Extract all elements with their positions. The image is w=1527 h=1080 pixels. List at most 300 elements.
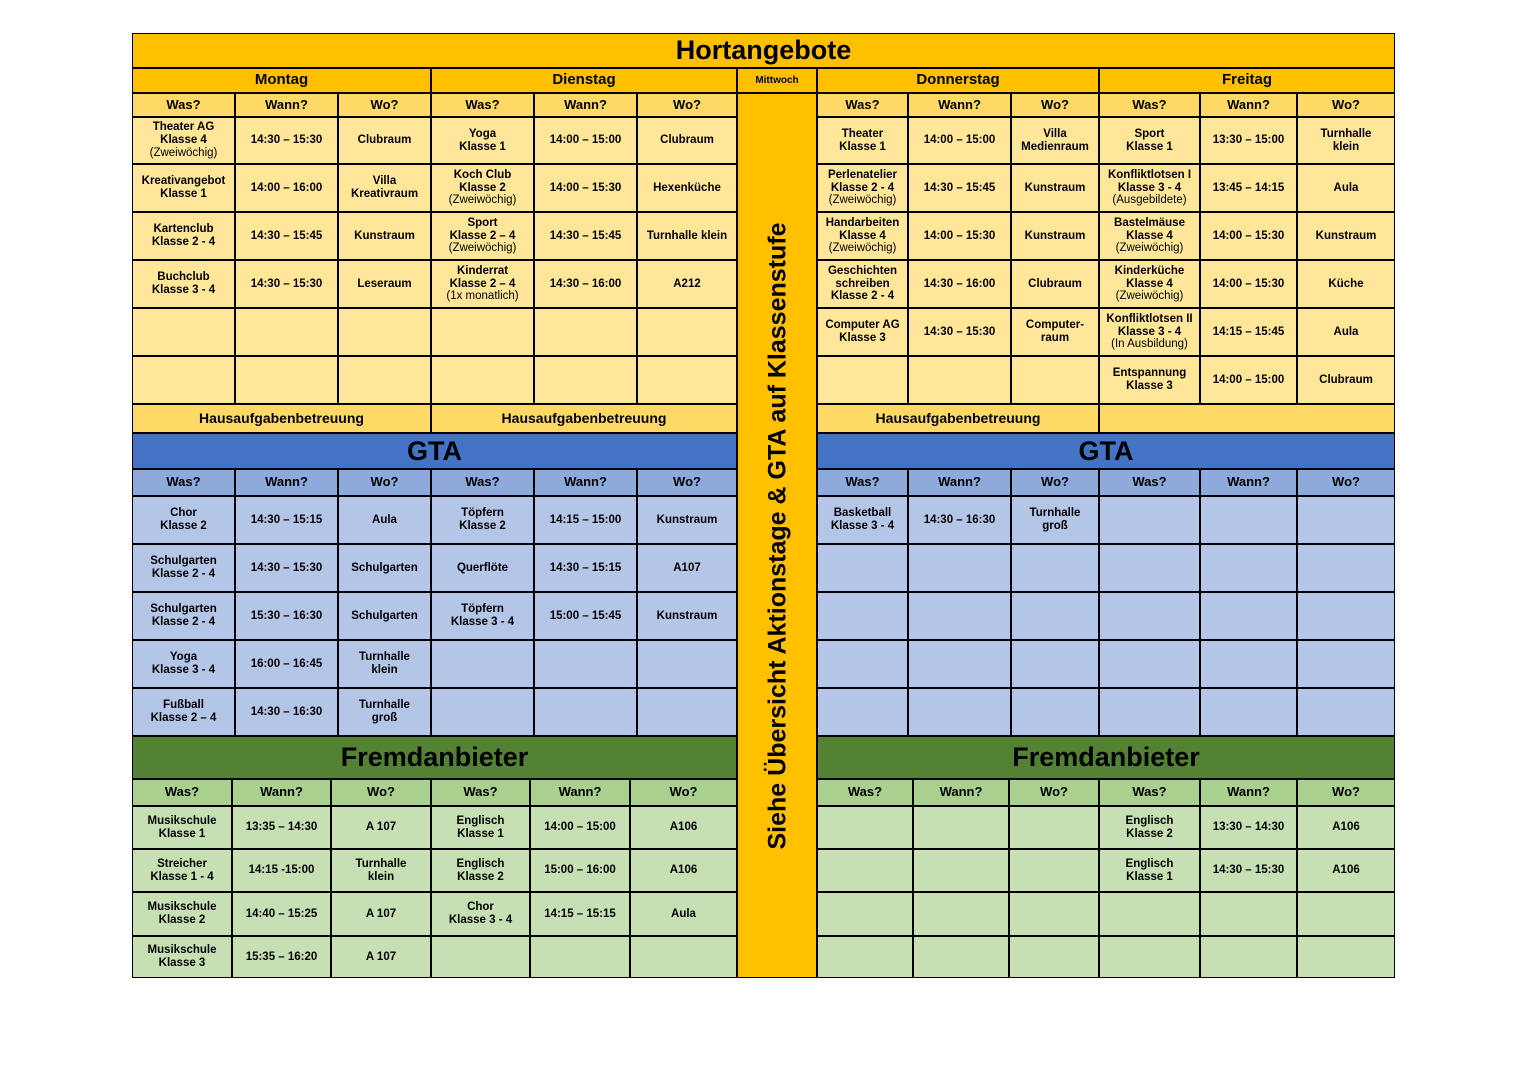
cell-text <box>1328 278 1363 291</box>
activity-name: schreiben <box>835 277 890 290</box>
cell-text <box>1319 374 1373 387</box>
activity-name: Klasse 1 <box>457 827 504 840</box>
hort-wo-cell <box>338 260 431 308</box>
gta-wo-cell <box>637 496 737 544</box>
gta-wann-cell <box>534 688 637 736</box>
gta-was-cell <box>817 592 908 640</box>
hort-col-header <box>1099 93 1200 117</box>
col-header-label: Was? <box>845 474 880 490</box>
cell-text <box>366 951 396 964</box>
time-range: 14:00 – 15:30 <box>549 181 622 194</box>
fremd-title-right <box>817 736 1395 779</box>
gta-was-cell <box>1099 688 1200 736</box>
time-range: 14:00 – 16:00 <box>250 181 323 194</box>
cell-text <box>670 821 698 834</box>
cell-text <box>457 562 508 575</box>
day-label: Montag <box>254 71 309 89</box>
col-header-label: Wann? <box>564 474 607 490</box>
gta-was-cell <box>132 688 235 736</box>
fremd-was-cell <box>431 936 530 978</box>
cell-text <box>1334 326 1359 339</box>
cell-text <box>826 217 900 256</box>
gta-was-cell <box>1099 544 1200 592</box>
fremd-wo-cell <box>630 936 737 978</box>
activity-name: Musikschule <box>147 814 217 827</box>
time-range: 15:00 – 15:45 <box>549 609 622 622</box>
fremd-col-header <box>331 779 431 806</box>
cell-text <box>152 271 215 297</box>
fremd-wo-cell <box>1297 892 1395 936</box>
gta-wo-cell <box>1297 544 1395 592</box>
fremd-col-header <box>530 779 630 806</box>
gta-wo-cell <box>1297 592 1395 640</box>
hort-col-header <box>908 93 1011 117</box>
time-range: 14:30 – 15:15 <box>549 561 622 574</box>
activity-name: Sport <box>1134 127 1165 140</box>
cell-text <box>1025 230 1086 243</box>
gta-wann-cell <box>908 592 1011 640</box>
time-range: 14:00 – 15:30 <box>923 229 996 242</box>
activity-name: Klasse 2 - 4 <box>830 290 895 303</box>
fremd-wann-cell <box>530 892 630 936</box>
cell-text <box>359 699 410 725</box>
gta-title-right <box>817 433 1395 469</box>
activity-note: (Zweiwöchig) <box>448 242 517 255</box>
hort-wann-cell <box>235 356 338 404</box>
hort-wann-cell <box>908 308 1011 356</box>
fremd-wann-cell <box>1200 806 1297 849</box>
time-range: 14:15 -15:00 <box>248 864 315 877</box>
hort-wann-cell <box>1200 212 1297 260</box>
hort-wann-cell <box>908 356 1011 404</box>
hort-wo-cell <box>637 308 737 356</box>
activity-name: Klasse 1 <box>158 827 206 840</box>
activity-name: Theater <box>841 127 884 140</box>
activity-name: Klasse 4 <box>1126 277 1173 290</box>
activity-name: Computer AG <box>825 319 900 332</box>
col-header-label: Was? <box>1132 784 1167 800</box>
gta-wann-cell <box>908 496 1011 544</box>
fremd-was-cell <box>1099 849 1200 892</box>
col-header-label: Was? <box>463 784 498 800</box>
hort-wann-cell <box>908 117 1011 164</box>
time-range: 14:00 – 15:00 <box>549 134 622 147</box>
gta-wo-cell <box>637 688 737 736</box>
fremd-was-cell <box>1099 936 1200 978</box>
col-header-label: Wo? <box>370 96 399 112</box>
cell-text <box>147 815 216 841</box>
hort-wann-cell <box>1200 117 1297 164</box>
fremd-col-header <box>1297 779 1395 806</box>
room-name: A212 <box>673 277 701 290</box>
time-range: 14:00 – 15:00 <box>923 134 996 147</box>
hort-wann-cell <box>534 164 637 212</box>
cell-text <box>1115 265 1185 304</box>
homework-label: Hausaufgabenbetreuung <box>199 409 364 426</box>
time-range: 14:30 – 15:30 <box>250 561 323 574</box>
cell-text <box>457 858 505 884</box>
activity-name: Kinderrat <box>456 264 509 277</box>
activity-name: Fußball <box>163 699 204 712</box>
time-range: 15:00 – 16:00 <box>544 864 616 877</box>
homework-donnerstag <box>817 404 1099 433</box>
time-range: 14:00 – 15:30 <box>1212 277 1285 290</box>
activity-name: Klasse 2 <box>160 520 207 532</box>
cell-text <box>351 175 418 201</box>
room-name: Kunstraum <box>354 229 415 242</box>
cell-text <box>1106 313 1192 352</box>
cell-text <box>449 217 517 256</box>
fremd-was-cell <box>132 806 232 849</box>
col-header-label: Wann? <box>938 96 981 112</box>
hort-wann-cell <box>235 164 338 212</box>
activity-name: Klasse 3 <box>1126 380 1173 392</box>
gta-wann-cell <box>235 688 338 736</box>
gta-wann-cell <box>235 640 338 688</box>
fremd-col-header <box>817 779 913 806</box>
time-range: 14:15 – 15:00 <box>549 513 622 526</box>
hort-wo-cell <box>1011 117 1099 164</box>
room-name: Schulgarten <box>351 561 418 574</box>
activity-note: (Zweiwöchig) <box>828 242 897 255</box>
activity-name: Klasse 4 <box>160 134 207 147</box>
fremd-wo-cell <box>1009 849 1099 892</box>
col-header-label: Wann? <box>1227 96 1270 112</box>
gta-wo-cell <box>637 592 737 640</box>
gta-wann-cell <box>534 640 637 688</box>
hort-wo-cell <box>637 164 737 212</box>
activity-name: Streicher <box>157 857 207 870</box>
fremd-wann-cell <box>232 806 331 849</box>
gta-col-header <box>132 469 235 496</box>
col-header-label: Wann? <box>564 96 607 112</box>
cell-text <box>449 901 512 927</box>
room-name: A106 <box>1332 821 1360 834</box>
gta-wann-cell <box>1200 544 1297 592</box>
hort-wo-cell <box>637 212 737 260</box>
hort-wann-cell <box>908 212 1011 260</box>
activity-name: Töpfern <box>461 603 504 616</box>
hort-wann-cell <box>908 164 1011 212</box>
page-title <box>132 33 1395 68</box>
cell-text <box>1332 821 1360 834</box>
day-header-freitag <box>1099 68 1395 93</box>
gta-was-cell <box>431 640 534 688</box>
fremd-title-left <box>132 736 737 779</box>
activity-note: (Ausgebildete) <box>1112 194 1187 207</box>
gta-was-cell <box>431 496 534 544</box>
room-name: Kreativraum <box>350 188 419 200</box>
activity-name: Entspannung <box>1112 367 1187 380</box>
fremd-wann-cell <box>913 849 1009 892</box>
time-range: 14:30 – 16:30 <box>923 513 996 526</box>
hort-wann-cell <box>534 212 637 260</box>
time-range: 15:35 – 16:20 <box>245 950 318 963</box>
gta-col-header <box>817 469 908 496</box>
activity-name: Klasse 4 <box>1126 229 1173 242</box>
cell-text <box>451 603 514 629</box>
gta-wann-cell <box>908 544 1011 592</box>
col-header-label: Wo? <box>1041 474 1069 490</box>
gta-wann-cell <box>534 496 637 544</box>
hort-was-cell <box>1099 356 1200 404</box>
room-name: Computer- <box>1025 319 1085 332</box>
activity-note: (Zweiwöchig) <box>448 194 517 207</box>
fremd-col-header <box>232 779 331 806</box>
cell-text <box>1021 128 1089 154</box>
hort-was-cell <box>132 308 235 356</box>
activity-name: Schulgarten <box>150 555 217 568</box>
cell-text <box>673 562 701 575</box>
gta-was-cell <box>1099 496 1200 544</box>
fremd-wo-cell <box>1009 892 1099 936</box>
cell-text <box>670 864 698 877</box>
col-header-label: Was? <box>847 784 883 800</box>
cell-text <box>1114 217 1185 256</box>
day-label: Freitag <box>1221 71 1272 89</box>
hort-was-cell <box>431 260 534 308</box>
room-name: Kunstraum <box>1315 229 1377 242</box>
fremd-col-header <box>132 779 232 806</box>
gta-was-cell <box>431 544 534 592</box>
cell-text <box>150 121 218 160</box>
activity-name: Klasse 3 - 4 <box>1117 181 1182 194</box>
gta-wo-cell <box>1297 688 1395 736</box>
time-range: 14:00 – 15:30 <box>1212 229 1285 242</box>
cell-text <box>657 610 718 623</box>
day-header-donnerstag <box>817 68 1099 93</box>
gta-wo-cell <box>637 640 737 688</box>
room-name: A 107 <box>365 821 397 834</box>
time-range: 14:00 – 15:00 <box>1212 373 1285 386</box>
hort-wo-cell <box>1297 308 1395 356</box>
room-name: Clubraum <box>1028 277 1082 290</box>
cell-text <box>151 699 217 725</box>
gta-wo-cell <box>1297 496 1395 544</box>
activity-name: Theater AG <box>152 121 215 134</box>
hort-was-cell <box>1099 260 1200 308</box>
time-range: 14:30 – 15:45 <box>923 181 996 194</box>
hort-col-header <box>1200 93 1297 117</box>
room-name: A 107 <box>365 950 397 963</box>
col-header-label: Wann? <box>939 784 983 800</box>
col-header-label: Wann? <box>260 784 303 800</box>
cell-text <box>673 278 701 291</box>
col-header-label: Wann? <box>265 474 308 490</box>
room-name: Leseraum <box>357 277 412 290</box>
hort-wo-cell <box>637 117 737 164</box>
cell-text <box>446 265 518 304</box>
room-name: A107 <box>673 561 701 574</box>
fremd-col-header <box>630 779 737 806</box>
fremd-col-header <box>1099 779 1200 806</box>
fremd-wann-cell <box>232 849 331 892</box>
activity-name: Klasse 2 <box>1126 827 1173 840</box>
activity-name: Basketball <box>833 507 892 520</box>
activity-name: Klasse 2 <box>158 914 206 926</box>
hort-wann-cell <box>235 117 338 164</box>
cell-text <box>828 169 897 208</box>
gta-was-cell <box>132 640 235 688</box>
time-range: 14:30 – 16:30 <box>250 705 323 718</box>
activity-name: Sport <box>467 216 498 229</box>
day-label: Mittwoch <box>755 74 799 86</box>
activity-name: Koch Club <box>453 168 512 181</box>
time-range: 14:30 – 15:30 <box>250 134 323 147</box>
hort-wo-cell <box>1297 212 1395 260</box>
room-name: Kunstraum <box>1024 229 1086 242</box>
activity-name: Klasse 2 – 4 <box>449 277 516 290</box>
room-name: Turnhalle <box>1320 127 1372 140</box>
activity-name: Musikschule <box>147 944 217 957</box>
room-name: Aula <box>372 513 397 526</box>
homework-label: Hausaufgabenbetreuung <box>875 409 1041 426</box>
cell-text <box>1113 367 1186 393</box>
col-header-label: Wo? <box>669 784 698 800</box>
fremd-was-cell <box>817 936 913 978</box>
activity-note: (1x monatlich) <box>446 290 519 303</box>
time-range: 14:15 – 15:15 <box>544 907 616 920</box>
room-name: Hexenküche <box>653 181 721 194</box>
gta-wo-cell <box>637 544 737 592</box>
gta-wann-cell <box>235 544 338 592</box>
col-header-label: Was? <box>465 474 500 490</box>
activity-name: Konfliktlotsen II <box>1106 312 1193 325</box>
cell-text <box>839 128 886 154</box>
gta-was-cell <box>431 592 534 640</box>
activity-note: (Zweiwöchig) <box>1115 242 1184 255</box>
fremd-was-cell <box>431 849 530 892</box>
activity-name: Klasse 1 <box>1126 870 1173 883</box>
room-name: Turnhalle <box>1029 507 1081 520</box>
cell-text <box>1108 169 1191 208</box>
cell-text <box>150 858 213 884</box>
activity-name: Querflöte <box>456 561 509 574</box>
col-header-label: Was? <box>465 96 500 112</box>
room-name: Küche <box>1328 277 1364 290</box>
gta-was-cell <box>817 640 908 688</box>
col-header-label: Was? <box>1132 474 1167 490</box>
fremd-wann-cell <box>232 936 331 978</box>
col-header-label: Wo? <box>370 474 399 490</box>
col-header-label: Wo? <box>367 784 395 800</box>
gta-col-header <box>235 469 338 496</box>
cell-text <box>459 128 506 154</box>
fremd-was-cell <box>431 892 530 936</box>
room-name: Medienraum <box>1021 140 1089 153</box>
cell-text <box>671 908 696 921</box>
fremd-wo-cell <box>331 849 431 892</box>
hort-wo-cell <box>338 117 431 164</box>
hort-was-cell <box>817 117 908 164</box>
hort-col-header <box>1297 93 1395 117</box>
hort-wann-cell <box>235 212 338 260</box>
activity-name: Schulgarten <box>150 603 217 616</box>
fremd-wo-cell <box>331 892 431 936</box>
hort-wo-cell <box>338 356 431 404</box>
col-header-label: Was? <box>164 784 200 800</box>
hort-was-cell <box>132 212 235 260</box>
room-name: Kunstraum <box>656 609 718 622</box>
col-header-label: Was? <box>166 96 201 112</box>
hort-was-cell <box>431 308 534 356</box>
activity-name: Englisch <box>456 857 505 870</box>
activity-name: Kartenclub <box>153 223 214 236</box>
activity-name: Klasse 3 <box>158 957 206 969</box>
activity-name: Klasse 3 - 4 <box>1117 325 1182 338</box>
gta-wann-cell <box>1200 496 1297 544</box>
hort-wo-cell <box>637 260 737 308</box>
room-name: A106 <box>1332 864 1360 877</box>
room-name: A106 <box>669 821 698 834</box>
time-range: 14:30 – 15:15 <box>250 513 323 526</box>
hort-col-header <box>1011 93 1099 117</box>
fremd-col-header <box>1009 779 1099 806</box>
activity-name: Klasse 1 - 4 <box>150 870 214 883</box>
gta-wann-cell <box>1200 688 1297 736</box>
hort-col-header <box>235 93 338 117</box>
hort-wann-cell <box>1200 260 1297 308</box>
gta-col-header <box>338 469 431 496</box>
day-header-dienstag <box>431 68 737 93</box>
room-name: Kunstraum <box>1024 181 1086 194</box>
time-range: 14:30 – 15:45 <box>250 229 323 242</box>
hort-was-cell <box>132 260 235 308</box>
col-header-label: Wo? <box>673 96 701 112</box>
title-text: Hortangebote <box>675 35 852 66</box>
cell-text <box>150 603 216 629</box>
col-header-label: Wo? <box>1332 784 1360 800</box>
activity-name: Klasse 2 - 4 <box>151 568 216 580</box>
cell-text <box>653 182 721 195</box>
cell-text <box>142 175 226 201</box>
cell-text <box>1332 864 1360 877</box>
activity-name: Klasse 3 - 4 <box>151 664 216 676</box>
hort-wo-cell <box>1297 164 1395 212</box>
cell-text <box>457 815 505 841</box>
room-name: Turnhalle <box>359 699 410 712</box>
hort-was-cell <box>817 164 908 212</box>
fremd-title: Fremdanbieter <box>340 742 529 773</box>
activity-name: Töpfern <box>461 507 504 520</box>
col-header-label: Wann? <box>265 96 308 112</box>
gta-wo-cell <box>338 544 431 592</box>
room-name: Aula <box>1333 325 1359 338</box>
fremd-wo-cell <box>630 892 737 936</box>
activity-name: Handarbeiten <box>825 216 900 229</box>
gta-wann-cell <box>908 640 1011 688</box>
hort-wann-cell <box>1200 356 1297 404</box>
cell-text <box>372 514 397 527</box>
room-name: Kunstraum <box>656 513 718 526</box>
time-range: 13:45 – 14:15 <box>1212 181 1285 194</box>
gta-wo-cell <box>1011 640 1099 688</box>
fremd-wo-cell <box>331 806 431 849</box>
fremd-wann-cell <box>530 806 630 849</box>
hort-was-cell <box>1099 164 1200 212</box>
cell-text <box>160 507 207 533</box>
activity-name: Englisch <box>1125 814 1174 827</box>
cell-text <box>1321 128 1372 154</box>
hort-wo-cell <box>1011 356 1099 404</box>
gta-wann-cell <box>908 688 1011 736</box>
cell-text <box>150 555 216 581</box>
hort-wann-cell <box>235 308 338 356</box>
fremd-was-cell <box>132 936 232 978</box>
hort-wo-cell <box>1011 212 1099 260</box>
cell-text <box>354 230 415 243</box>
hort-col-header <box>431 93 534 117</box>
